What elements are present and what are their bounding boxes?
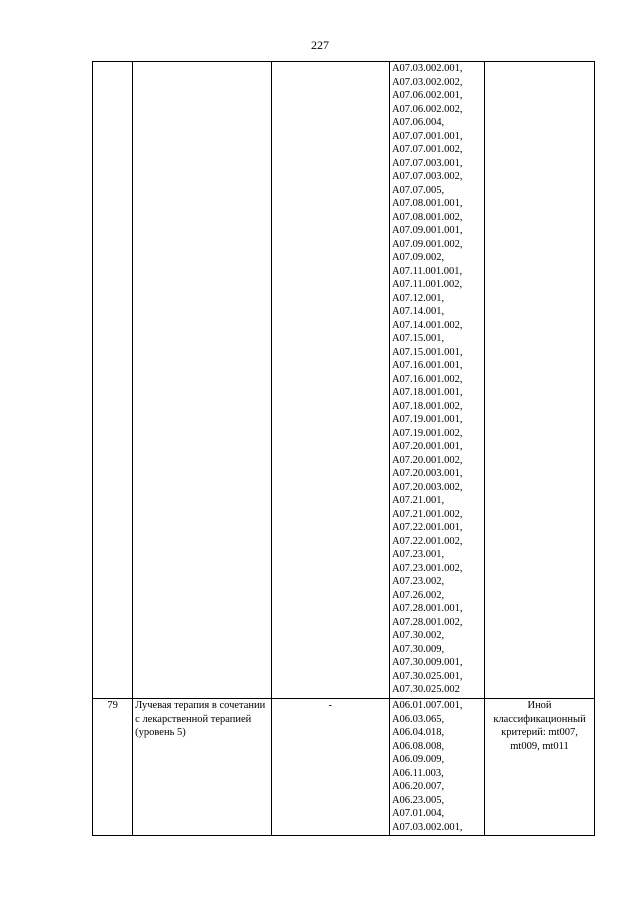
code-item: A06.04.018, <box>391 727 445 738</box>
code-item: A07.20.001.002, <box>391 454 463 466</box>
code-item: A07.07.001.002, <box>391 144 463 155</box>
code-item: A07.20.003.002, <box>391 481 463 493</box>
code-item: A07.09.002, <box>391 252 445 263</box>
col3-cell <box>271 62 389 699</box>
code-item: A07.14.001, <box>391 306 445 317</box>
code-item: A07.09.001.002, <box>391 238 463 250</box>
code-item: A07.07.003.002, <box>391 171 463 182</box>
code-item: A07.19.001.001, <box>391 414 463 425</box>
code-item: A07.03.002.002, <box>391 76 463 88</box>
name-cell <box>133 62 271 699</box>
code-item: A07.22.001.002, <box>391 535 463 547</box>
code-item: A07.19.001.002, <box>391 427 463 439</box>
code-item: A07.30.025.001, <box>391 670 463 682</box>
code-item: A07.28.001.001, <box>391 603 463 614</box>
tariff-table <box>92 61 595 836</box>
code-item: A07.30.009, <box>391 643 445 655</box>
page-number: 227 <box>311 38 329 52</box>
code-item: A07.03.002.001, <box>391 821 463 833</box>
code-item: A07.21.001.002, <box>391 508 463 520</box>
code-item: A07.28.001.002, <box>391 616 463 628</box>
code-item: A07.20.003.001, <box>391 468 463 479</box>
table-row <box>93 699 595 836</box>
code-item: A07.06.002.002, <box>391 103 463 115</box>
code-item: A07.23.001.002, <box>391 562 463 574</box>
code-item: A06.08.008, <box>391 740 445 752</box>
code-item: A07.30.002, <box>391 630 445 641</box>
code-item: A07.14.001.002, <box>391 319 463 331</box>
code-item: A07.18.001.002, <box>391 400 463 412</box>
code-item: A07.22.001.001, <box>391 522 463 533</box>
code-item: A06.09.009, <box>391 754 445 765</box>
code-item: A07.12.001, <box>391 292 445 304</box>
code-item: A07.01.004, <box>391 808 445 819</box>
code-item: A07.16.001.001, <box>391 360 463 371</box>
row-number-cell: 79 <box>93 699 133 836</box>
code-item: A07.23.002, <box>391 576 445 587</box>
code-item: A07.18.001.001, <box>391 387 463 398</box>
code-item: A07.23.001, <box>391 549 445 560</box>
code-item: A07.26.002, <box>391 589 445 601</box>
code-item: A07.06.002.001, <box>391 90 463 101</box>
code-item: A07.11.001.002, <box>391 279 463 290</box>
criteria-cell <box>485 62 595 699</box>
table-row <box>93 62 595 699</box>
code-item: A07.21.001, <box>391 495 445 506</box>
code-item: A07.15.001, <box>391 333 445 344</box>
criteria-cell: Иной классификационный критерий: mt007, mt009, mt011 <box>485 699 595 836</box>
code-item: A06.23.005, <box>391 794 445 806</box>
code-item: A06.01.007.001, <box>391 700 463 711</box>
code-item: A07.20.001.001, <box>391 441 463 452</box>
code-item: A07.30.025.002 <box>391 684 460 695</box>
code-item: A07.07.003.001, <box>391 157 463 169</box>
code-item: A07.07.001.001, <box>391 130 463 142</box>
code-item: A07.06.004, <box>391 117 445 128</box>
code-item: A07.08.001.001, <box>391 198 463 209</box>
code-item: A07.07.005, <box>391 184 445 196</box>
row-number-cell <box>93 62 133 699</box>
codes-cell <box>389 62 484 699</box>
code-item: A07.30.009.001, <box>391 657 463 668</box>
code-item: A06.11.003, <box>391 767 444 779</box>
code-item: A07.03.002.001, <box>391 63 463 74</box>
code-item: A07.08.001.002, <box>391 211 463 223</box>
code-item: A07.09.001.001, <box>391 225 463 236</box>
code-item: A06.20.007, <box>391 781 445 792</box>
code-item: A07.16.001.002, <box>391 373 463 385</box>
name-cell: Лучевая терапия в сочетании с лекарственной терапией (уровень 5) <box>133 699 271 836</box>
code-item: A06.03.065, <box>391 713 445 725</box>
code-item: A07.15.001.001, <box>391 346 463 358</box>
codes-cell <box>389 699 484 836</box>
code-item: A07.11.001.001, <box>391 265 463 277</box>
col3-cell: - <box>271 699 389 836</box>
